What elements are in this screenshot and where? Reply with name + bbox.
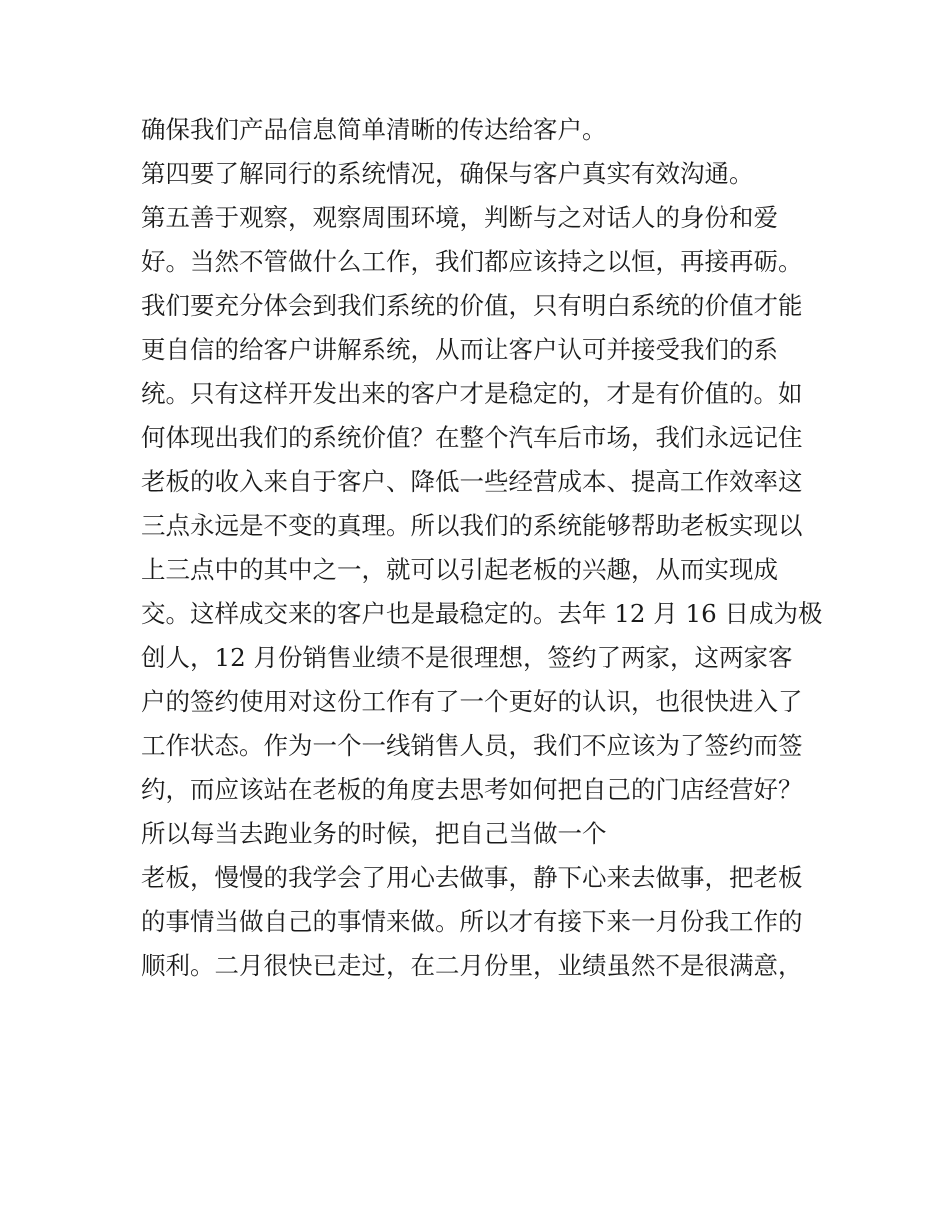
text-line: 户的签约使用对这份工作有了一个更好的认识，也很快进入了 (141, 687, 803, 716)
text-line: 统。只有这样开发出来的客户才是稳定的，才是有价值的。如 (141, 379, 803, 408)
text-line: 何体现出我们的系统价值？在整个汽车后市场，我们永远记住 (141, 423, 803, 452)
text-line: 确保我们产品信息简单清晰的传达给客户。 (141, 115, 607, 144)
text-line: 所以每当去跑业务的时候，把自己当做一个 (141, 819, 607, 848)
text-line: 约，而应该站在老板的角度去思考如何把自己的门店经营好？ (141, 775, 803, 804)
text-line: 的事情当做自己的事情来做。所以才有接下来一月份我工作的 (141, 907, 803, 936)
text-line: 老板，慢慢的我学会了用心去做事，静下心来去做事，把老板 (141, 863, 803, 892)
text-line: 更自信的给客户讲解系统，从而让客户认可并接受我们的系 (141, 335, 778, 364)
text-line: 老板的收入来自于客户、降低一些经营成本、提高工作效率这 (141, 467, 803, 496)
text-line: 交。这样成交来的客户也是最稳定的。去年 12 月 16 日成为极 (141, 599, 823, 628)
text-line: 工作状态。作为一个一线销售人员，我们不应该为了签约而签 (141, 731, 803, 760)
text-line: 上三点中的其中之一，就可以引起老板的兴趣，从而实现成 (141, 555, 778, 584)
text-line: 创人，12 月份销售业绩不是很理想，签约了两家，这两家客 (141, 643, 793, 672)
text-line: 第五善于观察，观察周围环境，判断与之对话人的身份和爱 (141, 203, 778, 232)
text-line: 顺利。二月很快已走过，在二月份里，业绩虽然不是很满意， (141, 951, 803, 980)
document-body (141, 108, 831, 988)
text-line: 三点永远是不变的真理。所以我们的系统能够帮助老板实现以 (141, 511, 803, 540)
text-line: 第四要了解同行的系统情况，确保与客户真实有效沟通。 (141, 159, 754, 188)
text-line: 我们要充分体会到我们系统的价值，只有明白系统的价值才能 (141, 291, 803, 320)
text-line: 好。当然不管做什么工作，我们都应该持之以恒，再接再砺。 (141, 247, 803, 276)
